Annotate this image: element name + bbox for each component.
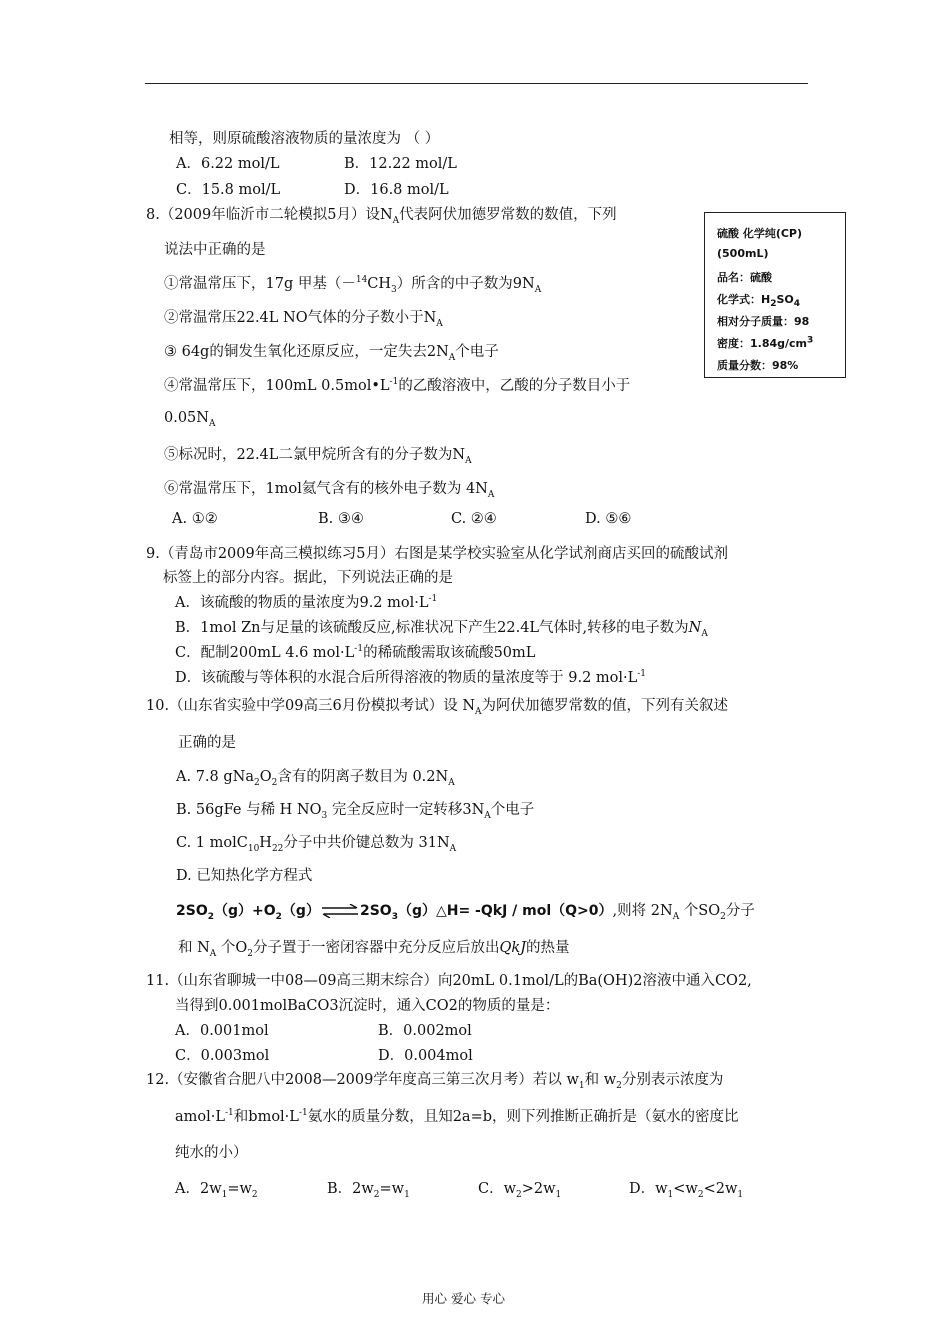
label-line-1: 硫酸 化学纯(CP) xyxy=(717,227,803,240)
q11-option-a: A．0.001mol xyxy=(175,1023,269,1039)
q7-option-b: B．12.22 mol/L xyxy=(344,156,457,172)
q10-option-d: D. 已知热化学方程式 xyxy=(176,868,313,884)
q9-stem-line1: 9.（青岛市2009年高三模拟练习5月）右图是某学校实验室从化学试剂商店买回的硫酸试剂 xyxy=(146,546,728,562)
label-line-2: (500mL) xyxy=(717,247,769,260)
q12-option-c: C．$w_2>2w_1$ xyxy=(478,1181,562,1200)
q11-option-d: D．0.004mol xyxy=(378,1048,473,1064)
q9-option-b: B．1mol Zn与足量的该硫酸反应,标准状况下产生22.4L气体时,转移的电子数为$N_A$ xyxy=(175,620,708,639)
q8-statement-3: ③ 64g的铜发生氧化还原反应，一定失去$2N_A$个电子 xyxy=(164,344,499,363)
q9-option-d: D．该硫酸与等体积的水混合后所得溶液的物质的量浓度等于 9.2 $mol\cdot L^{-1}$ xyxy=(175,669,647,686)
label-line-4: 化学式：$H_2SO_4$ xyxy=(717,293,801,310)
q9-option-c: C．配制200mL 4.6 $mol\cdot L^{-1}$的稀硫酸需取该硫酸50mL xyxy=(175,644,536,661)
q12-stem-line1: 12.（安徽省合肥八中2008—2009学年度高三第三次月考）若以 $w_1$和 $w_2$分别表示浓度为 xyxy=(146,1072,724,1091)
q7-tail-line: 相等，则原硫酸溶液物质的量浓度为 （ ） xyxy=(169,131,440,147)
q8-statement-4-cont: $0.05N_A$ xyxy=(164,410,216,429)
q8-stem-line2: 说法中正确的是 xyxy=(164,242,266,258)
q8-option-b: B. ③④ xyxy=(318,511,364,527)
q12-option-b: B．$2w_2=w_1$ xyxy=(327,1181,410,1200)
q8-statement-2: ②常温常压22.4L NO气体的分子数小于$N_A$ xyxy=(164,310,443,329)
q9-stem-line2: 标签上的部分内容。据此，下列说法正确的是 xyxy=(163,570,453,586)
q11-option-c: C．0.003mol xyxy=(175,1048,270,1064)
q10-option-a: A. 7.8 $gNa_2O_2$含有的阴离子数目为 $0.2N_A$ xyxy=(176,769,455,788)
q7-option-d: D．16.8 mol/L xyxy=(344,182,449,198)
q12-option-a: A．$2w_1=w_2$ xyxy=(175,1181,258,1200)
q8-statement-4: ④常温常压下，100mL $0.5mol•L^{-1}$的乙酸溶液中，乙酸的分子数目小于 xyxy=(164,377,631,394)
sulfuric-acid-label xyxy=(704,212,846,378)
q12-stem-line2: $amol\cdot L^{-1}$和$bmol\cdot L^{-1}$氨水的质量分数，且知2a=b，则下列推断正确折是（氨水的密度比 xyxy=(175,1108,739,1125)
q8-statement-6: ⑥常温常压下，1mol氦气含有的核外电子数为 $4N_A$ xyxy=(164,481,495,500)
q12-option-d: D．$w_1<w_2<2w_1$ xyxy=(629,1181,744,1200)
q11-stem-line1: 11.（山东省聊城一中08—09高三期末综合）向20mL 0.1mol/L的Ba(OH)2溶液中通入CO2, xyxy=(146,973,752,989)
q10-stem-line1: 10.（山东省实验中学09高三6月份模拟考试）设 $N_A$为阿伏加德罗常数的值，下列有关叙述 xyxy=(146,698,729,717)
q11-stem-line2: 当得到0.001molBaCO3沉淀时，通入CO2的物质的量是： xyxy=(175,998,560,1014)
q10-option-b: B. 56gFe 与稀 H $NO_3$ 完全反应时一定转移$3N_A$个电子 xyxy=(176,802,535,821)
label-line-3: 品名：硫酸 xyxy=(717,271,772,284)
page-footer: 用心 爱心 专心 xyxy=(422,1291,505,1306)
header-rule xyxy=(145,83,808,84)
q11-option-b: B．0.002mol xyxy=(378,1023,472,1039)
q10-thermo-equation: $2SO_2(g)+O_2(g)$ $2SO_3(g)\triangle H= -QkJ / mol(Q>0)$,则将 $2N_A$ 个$SO_2$分子 xyxy=(176,903,755,922)
q10-stem-line2: 正确的是 xyxy=(178,735,236,751)
q10-option-d-cont: 和 $N_A$ 个$O_2$分子置于一密闭容器中充分反应后放出QkJ的热量 xyxy=(178,940,570,959)
label-line-6: 密度：$1.84g/cm^3$ xyxy=(717,335,814,350)
q7-option-c: C．15.8 mol/L xyxy=(176,182,281,198)
q12-stem-line3: 纯水的小） xyxy=(175,1145,248,1161)
q8-option-a: A. ①② xyxy=(172,511,218,527)
label-line-5: 相对分子质量：98 xyxy=(717,315,810,328)
equation-image-text: $2SO_2(g)+O_2(g)$ $2SO_3(g)\triangle H= -QkJ / mol(Q>0)$ xyxy=(176,903,613,922)
q8-option-d: D. ⑤⑥ xyxy=(585,511,632,527)
label-line-7: 质量分数：98% xyxy=(717,359,799,372)
equilibrium-arrow-icon xyxy=(320,904,360,918)
q8-statement-5: ⑤标况时，22.4L二氯甲烷所含有的分子数为$N_A$ xyxy=(164,447,472,466)
q10-option-c: C. 1 $molC_{10}H_{22}$分子中共价键总数为 $31N_A$ xyxy=(176,835,457,854)
q9-option-a: A．该硫酸的物质的量浓度为9.2 $mol\cdot L^{-1}$ xyxy=(175,594,438,611)
q8-statement-1: ①常温常压下，17g 甲基$(-^{14}CH_3)$所含的中子数为$9N_A$ xyxy=(164,275,542,295)
q8-stem-line1: 8.（2009年临沂市二轮模拟5月）设$N_A$代表阿伏加德罗常数的数值，下列 xyxy=(146,207,617,226)
q8-option-c: C. ②④ xyxy=(451,511,497,527)
q7-option-a: A．6.22 mol/L xyxy=(176,156,280,172)
